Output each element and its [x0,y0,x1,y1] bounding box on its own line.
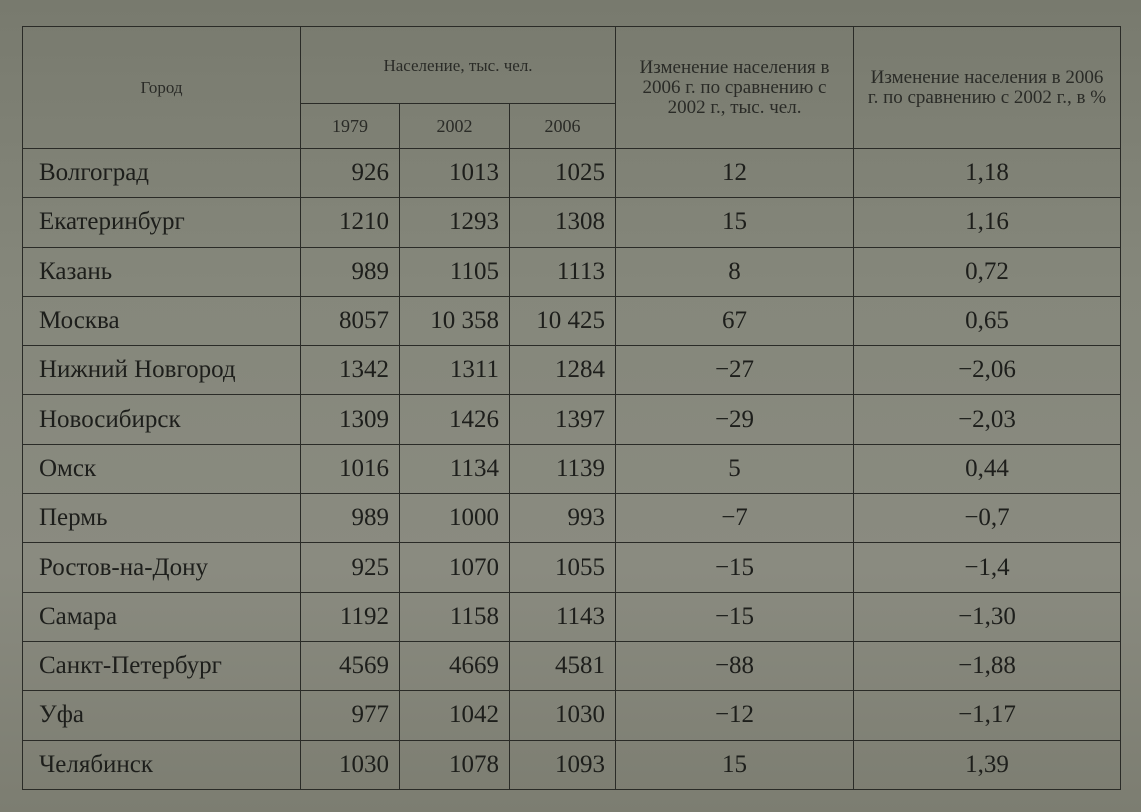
cell-change-abs: −29 [616,395,854,444]
cell-city: Санкт-Петербург [23,641,301,690]
cell-pop-1979: 1342 [301,346,400,395]
cell-pop-2002: 4669 [400,641,510,690]
table-container [22,26,1120,790]
cell-change-abs: 12 [616,149,854,198]
cell-pop-2002: 1105 [400,247,510,296]
cell-pop-2002: 1042 [400,691,510,740]
cell-pop-2002: 1013 [400,149,510,198]
cell-pop-2002: 1158 [400,592,510,641]
cell-city: Пермь [23,494,301,543]
cell-pop-1979: 1210 [301,198,400,247]
cell-city: Челябинск [23,740,301,789]
cell-change-abs: −88 [616,641,854,690]
cell-pop-2002: 1134 [400,444,510,493]
cell-change-pct: −1,88 [854,641,1121,690]
table-row [23,247,1121,296]
cell-change-pct: −1,4 [854,543,1121,592]
cell-change-pct: 0,44 [854,444,1121,493]
cell-pop-2002: 10 358 [400,296,510,345]
cell-pop-2006: 1308 [510,198,616,247]
population-table [22,26,1121,790]
cell-pop-2002: 1311 [400,346,510,395]
cell-change-pct: −1,17 [854,691,1121,740]
cell-pop-2002: 1078 [400,740,510,789]
table-row [23,149,1121,198]
cell-change-pct: 1,39 [854,740,1121,789]
cell-change-pct: −1,30 [854,592,1121,641]
cell-pop-1979: 1309 [301,395,400,444]
cell-pop-1979: 989 [301,494,400,543]
table-row [23,592,1121,641]
cell-change-abs: −7 [616,494,854,543]
cell-change-pct: 0,65 [854,296,1121,345]
cell-city: Екатеринбург [23,198,301,247]
cell-pop-2002: 1293 [400,198,510,247]
cell-pop-2006: 1025 [510,149,616,198]
cell-pop-1979: 1030 [301,740,400,789]
table-row [23,395,1121,444]
table-row [23,691,1121,740]
table-row [23,346,1121,395]
cell-city: Самара [23,592,301,641]
cell-pop-1979: 977 [301,691,400,740]
cell-change-abs: −15 [616,543,854,592]
cell-change-pct: −0,7 [854,494,1121,543]
table-row [23,296,1121,345]
cell-change-pct: 1,16 [854,198,1121,247]
cell-pop-2006: 1139 [510,444,616,493]
cell-change-abs: −12 [616,691,854,740]
cell-change-abs: 8 [616,247,854,296]
cell-pop-2006: 10 425 [510,296,616,345]
header-year-1979: 1979 [301,104,400,149]
cell-pop-1979: 926 [301,149,400,198]
cell-pop-2006: 1113 [510,247,616,296]
cell-change-abs: 15 [616,198,854,247]
cell-pop-1979: 4569 [301,641,400,690]
cell-pop-2006: 4581 [510,641,616,690]
cell-pop-1979: 925 [301,543,400,592]
cell-change-pct: 1,18 [854,149,1121,198]
header-row-top [23,27,1121,104]
cell-change-pct: −2,03 [854,395,1121,444]
cell-pop-2002: 1070 [400,543,510,592]
cell-city: Москва [23,296,301,345]
cell-change-abs: 5 [616,444,854,493]
cell-pop-1979: 8057 [301,296,400,345]
header-year-2002: 2002 [400,104,510,149]
cell-pop-1979: 1016 [301,444,400,493]
cell-change-pct: 0,72 [854,247,1121,296]
table-row [23,641,1121,690]
cell-change-abs: −27 [616,346,854,395]
cell-pop-1979: 1192 [301,592,400,641]
table-body [23,149,1121,790]
cell-pop-2002: 1426 [400,395,510,444]
cell-city: Омск [23,444,301,493]
cell-pop-2006: 993 [510,494,616,543]
cell-pop-2006: 1397 [510,395,616,444]
header-city: Город [23,27,301,149]
table-row [23,543,1121,592]
cell-city: Нижний Новгород [23,346,301,395]
cell-city: Новосибирск [23,395,301,444]
cell-pop-2006: 1030 [510,691,616,740]
header-change-abs: Изменение населения в 2006 г. по сравнению с 2002 г., тыс. чел. [616,27,854,149]
table-row [23,740,1121,789]
cell-pop-1979: 989 [301,247,400,296]
cell-city: Ростов-на-Дону [23,543,301,592]
cell-change-pct: −2,06 [854,346,1121,395]
cell-pop-2006: 1055 [510,543,616,592]
header-year-2006: 2006 [510,104,616,149]
cell-pop-2006: 1284 [510,346,616,395]
header-population: Население, тыс. чел. [301,27,616,104]
cell-change-abs: 15 [616,740,854,789]
cell-city: Казань [23,247,301,296]
header-change-pct: Изменение населения в 2006 г. по сравнению с 2002 г., в % [854,27,1121,149]
cell-pop-2006: 1143 [510,592,616,641]
cell-city: Волгоград [23,149,301,198]
cell-pop-2002: 1000 [400,494,510,543]
cell-change-abs: −15 [616,592,854,641]
cell-city: Уфа [23,691,301,740]
cell-pop-2006: 1093 [510,740,616,789]
table-row [23,494,1121,543]
cell-change-abs: 67 [616,296,854,345]
table-row [23,198,1121,247]
table-header [23,27,1121,149]
table-row [23,444,1121,493]
